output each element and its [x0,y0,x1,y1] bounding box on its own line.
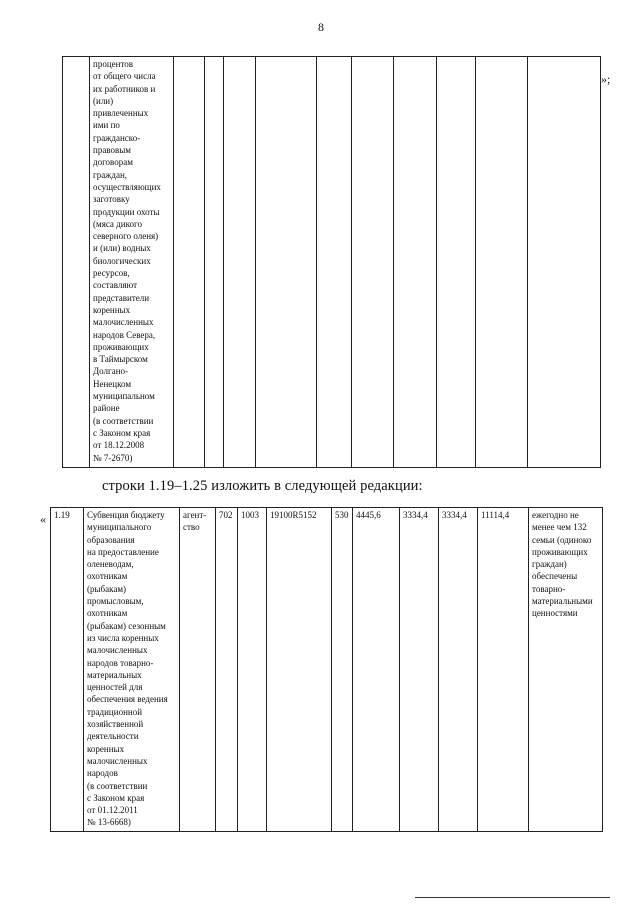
closing-quote: »; [601,72,611,86]
cell-code2 [224,57,256,468]
cell-code1 [205,57,224,468]
cell-code3 [256,57,317,468]
cell-result: ежегодно не менее чем 132 семьи (одиноко проживающих граждан) обеспечены товарно- материальными ценностями [529,508,603,832]
cell-number [63,57,90,468]
cell-code1: 702 [216,508,238,832]
table-continued [62,56,601,468]
cell-executor: агент- ство [180,508,216,832]
cell-val2 [394,57,437,468]
cell-val4 [476,57,528,468]
cell-val2: 3334,4 [400,508,439,832]
table-row [51,508,603,832]
cell-code3: 19100R5152 [267,508,332,832]
cell-executor [174,57,205,468]
cell-result [528,57,601,468]
cell-code4 [317,57,352,468]
opening-quote: « [40,512,46,526]
cell-code2: 1003 [238,508,267,832]
table-row [63,57,601,468]
cell-description: процентов от общего числа их работников и (или) привлеченных ими по гражданско- правовым договорам граждан, осуществляющих заготовку продукции охоты (мяса дикого северного оленя) и (или) водных биологических ресурсов, составляют представители коренных малочисленных народов Севера, проживающих в Таймырском Долгано- Ненецком муниципальном районе (в соответствии с Законом края от 18.12.2008 № 7-2670) [90,57,174,468]
page-number: 8 [318,20,324,34]
cell-code4: 530 [332,508,353,832]
table-new-rows [50,507,603,832]
section-heading: строки 1.19–1.25 изложить в следующей редакции: [102,478,423,494]
cell-number: 1.19 [51,508,84,832]
cell-description: Субвенция бюджету муниципального образования на предоставление оленеводам, охотникам (рыбакам) промысловым, охотникам (рыбакам) сезонным из числа коренных малочисленных народов товарно- материальных ценностей для обеспечения ведения традиционной хозяйственной деятельности коренных малочисленных народов (в соответствии с Законом края от 01.12.2011 № 13-6668) [84,508,180,832]
footer-rule [415,897,610,898]
cell-val3: 3334,4 [439,508,478,832]
cell-val1 [352,57,394,468]
cell-val1: 4445,6 [353,508,400,832]
cell-val4: 11114,4 [478,508,529,832]
cell-val3 [437,57,476,468]
